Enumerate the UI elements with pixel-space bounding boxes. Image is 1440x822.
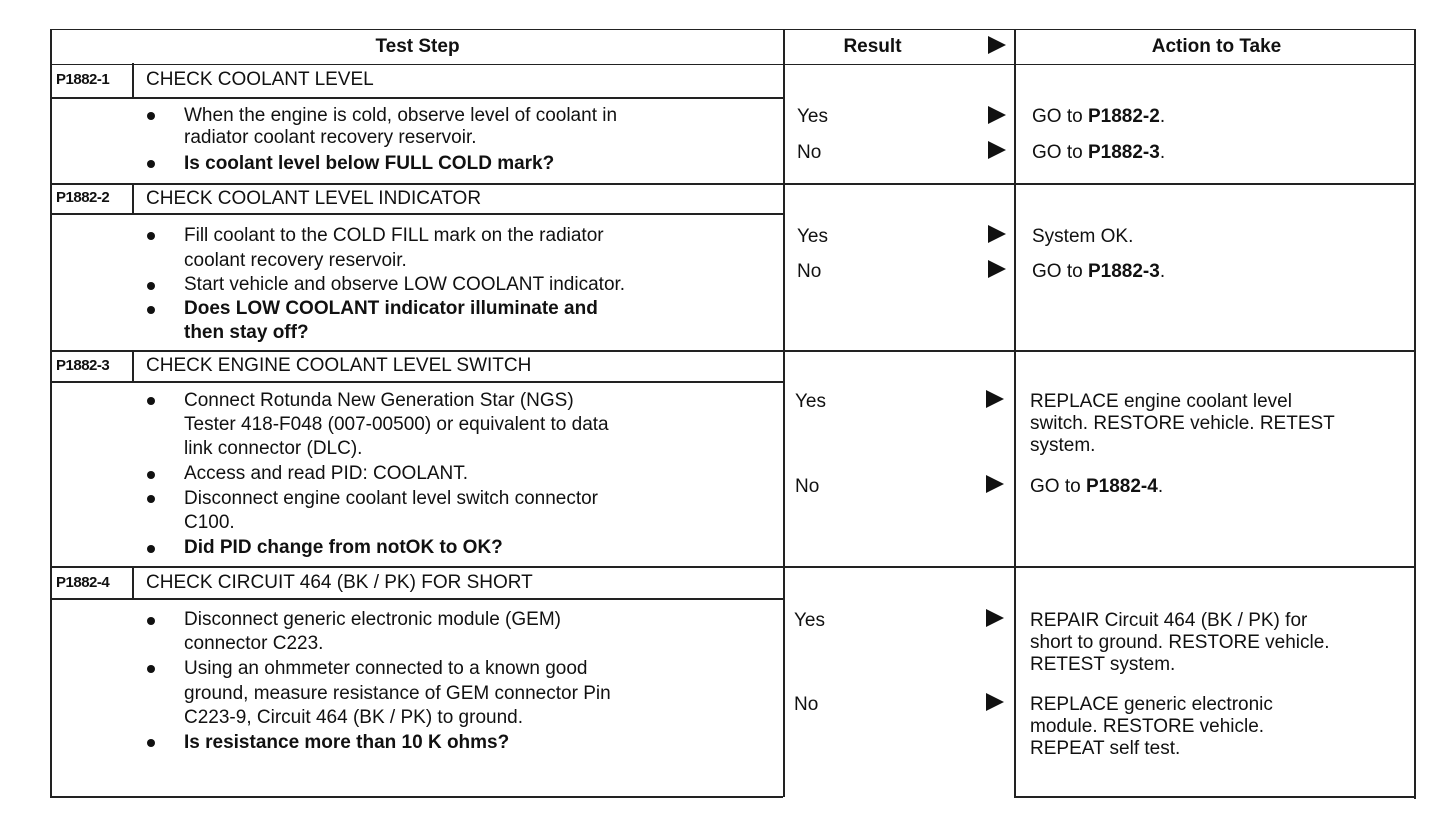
step-divider-4 [50, 566, 1416, 568]
bullet-text: C100. [184, 512, 235, 533]
bullet-icon [147, 617, 155, 625]
bullet-icon [147, 471, 155, 479]
bullet-icon [147, 306, 155, 314]
bottom-border-right [1014, 796, 1416, 798]
header-test-step: Test Step [375, 36, 460, 57]
bullet-text: Tester 418-F048 (007-00500) or equivalent to data [184, 414, 609, 435]
bullet-question: Does LOW COOLANT indicator illuminate and [184, 298, 598, 319]
col-divider-result [783, 29, 785, 797]
result-no: No [797, 261, 822, 282]
action-text [1030, 610, 1330, 676]
step-id: P1882-2 [56, 189, 110, 206]
bullet-icon [147, 397, 155, 405]
step-divider-2 [50, 183, 1416, 185]
bullet-text: Disconnect generic electronic module (GEM) [184, 609, 561, 630]
step2-id-divider [132, 183, 134, 213]
action-text: GO to P1882-3. [1032, 261, 1166, 282]
arrow-icon [986, 475, 1004, 493]
bullet-text: Connect Rotunda New Generation Star (NGS) [184, 390, 574, 411]
bullet-text: link connector (DLC). [184, 438, 363, 459]
step3-title-line [50, 381, 783, 383]
bullet-icon [147, 665, 155, 673]
action-line: REPLACE engine coolant level [1030, 391, 1292, 412]
action-text: GO to P1882-2. [1032, 106, 1166, 127]
result-yes: Yes [797, 106, 828, 127]
action-line: REPAIR Circuit 464 (BK / PK) for [1030, 610, 1308, 631]
arrow-icon [988, 225, 1006, 243]
bullet-question: Did PID change from notOK to OK? [184, 537, 503, 558]
bullet-icon [147, 495, 155, 503]
result-no: No [794, 694, 819, 715]
header-result: Result [843, 36, 902, 57]
arrow-icon [986, 609, 1004, 627]
arrow-icon [988, 260, 1006, 278]
action-line: switch. RESTORE vehicle. RETEST [1030, 413, 1335, 434]
header-action: Action to Take [1151, 36, 1282, 57]
action-text: GO to P1882-3. [1032, 142, 1166, 163]
step2-title-line [50, 213, 783, 215]
bullet-text: coolant recovery reservoir. [184, 250, 407, 271]
action-line: REPLACE generic electronic [1030, 694, 1273, 715]
result-yes: Yes [794, 610, 825, 631]
left-border [50, 29, 52, 797]
bullet-icon [147, 739, 155, 747]
result-no: No [797, 142, 822, 163]
bullet-text: Using an ohmmeter connected to a known good [184, 658, 588, 679]
step3-id-divider [132, 350, 134, 381]
bullet-icon [147, 282, 155, 290]
bullet-text: Fill coolant to the COLD FILL mark on the radiator [184, 225, 604, 246]
arrow-icon [986, 390, 1004, 408]
bullet-text: When the engine is cold, observe level of coolant in [184, 105, 618, 126]
bullet-icon [147, 160, 155, 168]
step1-id-divider [132, 63, 134, 97]
step-title: CHECK COOLANT LEVEL [146, 69, 374, 90]
action-text [1030, 391, 1335, 457]
bullet-text: Disconnect engine coolant level switch connector [184, 488, 599, 509]
bottom-border-left [50, 796, 783, 798]
step4-title-line [50, 598, 783, 600]
table-header [50, 29, 1416, 65]
step-divider-3 [50, 350, 1416, 352]
bullet-icon [147, 545, 155, 553]
step-id: P1882-4 [56, 574, 110, 591]
action-line: system. [1030, 435, 1096, 456]
result-yes: Yes [797, 226, 828, 247]
action-line: module. RESTORE vehicle. [1030, 716, 1265, 737]
bullet-text: C223-9, Circuit 464 (BK / PK) to ground. [184, 707, 523, 728]
action-line: RETEST system. [1030, 654, 1176, 675]
action-text: GO to P1882-4. [1030, 476, 1164, 497]
action-text [1030, 694, 1273, 760]
bullet-icon [147, 112, 155, 120]
step1-title-line [50, 97, 783, 99]
step4-id-divider [132, 566, 134, 598]
arrow-icon [986, 693, 1004, 711]
bullet-text: connector C223. [184, 633, 324, 654]
step-title: CHECK ENGINE COOLANT LEVEL SWITCH [146, 355, 532, 376]
bullet-question: Is resistance more than 10 K ohms? [184, 732, 510, 753]
arrow-icon [988, 106, 1006, 124]
bullet-question: Is coolant level below FULL COLD mark? [184, 153, 555, 174]
bullet-text: ground, measure resistance of GEM connector Pin [184, 683, 611, 704]
bullet-icon [147, 232, 155, 240]
action-line: short to ground. RESTORE vehicle. [1030, 632, 1330, 653]
step-title: CHECK COOLANT LEVEL INDICATOR [146, 188, 482, 209]
bullet-text: Access and read PID: COOLANT. [184, 463, 469, 484]
arrow-icon [988, 141, 1006, 159]
bullet-text: Start vehicle and observe LOW COOLANT indicator. [184, 274, 626, 295]
step-id: P1882-1 [56, 71, 110, 88]
result-no: No [795, 476, 820, 497]
bullet-text: radiator coolant recovery reservoir. [184, 127, 477, 148]
action-text: System OK. [1032, 226, 1134, 247]
result-yes: Yes [795, 391, 826, 412]
bullet-question: then stay off? [184, 322, 309, 343]
header-arrow-icon [988, 36, 1006, 54]
right-border [1414, 29, 1416, 799]
action-line: REPEAT self test. [1030, 738, 1181, 759]
step-title: CHECK CIRCUIT 464 (BK / PK) FOR SHORT [146, 572, 533, 593]
step-id: P1882-3 [56, 357, 110, 374]
col-divider-action [1014, 29, 1016, 797]
